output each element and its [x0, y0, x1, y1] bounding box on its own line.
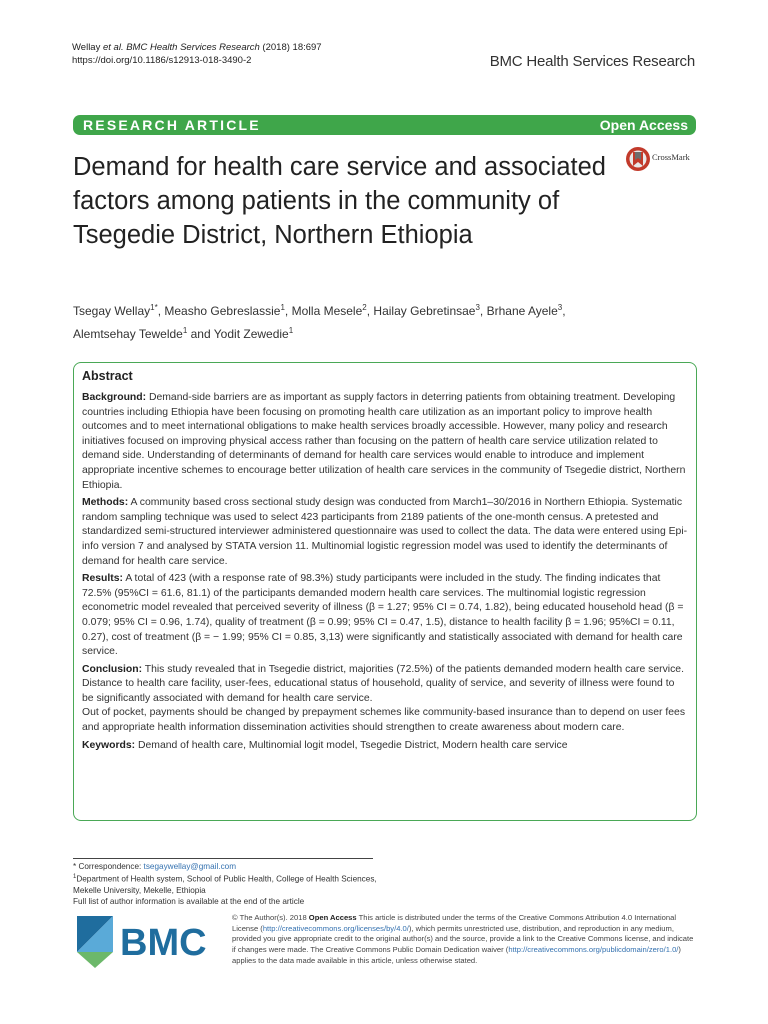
- citation-authors: Wellay: [72, 42, 103, 53]
- license-text-1: This article is distributed under the terms of the Creative Commons Attribution 4.0 International License (: [232, 913, 677, 933]
- keywords-text: Demand of health care, Multinomial logit model, Tsegedie District, Modern health care service: [135, 739, 568, 751]
- doi-link[interactable]: https://doi.org/10.1186/s12913-018-3490-2: [72, 55, 252, 66]
- results-text: A total of 423 (with a response rate of 98.3%) study participants were included in the study. The finding indicates that 72.5% (95%CI = 61.6, 81.1) of the participants demanded modern health care services. The multinomial logistic regression econometric model revealed that perceived severity of illness (β = 1.27; 95% CI = 0.74, 1.82), being educated household head (β = 0.079; 95% CI = 0.96, 1.74), quality of treatment (β = 0.99; 95% CI = 0.47, 1.5), distance to health facility β = 1.96; 95%CI = 0.11, 0.27), cost of treatment (β = − 1.99; 95% CI = 0.85, 3,13) were significantly and statistically associated with demand for health care service.: [82, 573, 684, 658]
- abstract-keywords: [82, 739, 688, 754]
- crossmark-label: CrossMark: [652, 152, 690, 162]
- author-affiliation: 1: [288, 326, 294, 335]
- abstract-conclusion: [82, 663, 688, 707]
- citation-header: [72, 41, 322, 67]
- author-name: Yodit Zewedie: [213, 327, 289, 341]
- footnote-divider: [73, 858, 373, 859]
- author-separator: ,: [479, 304, 487, 318]
- correspondence-label: * Correspondence:: [73, 862, 144, 871]
- author-separator: ,: [366, 304, 374, 318]
- article-title: Demand for health care service and associated factors among patients in the community of Tsegedie District, Northern Ethiopia: [73, 153, 606, 249]
- license-url-cc-by[interactable]: http://creativecommons.org/licenses/by/4.0/: [262, 923, 409, 933]
- author-affiliation: 2: [362, 303, 367, 312]
- footnotes: [73, 861, 393, 908]
- author-list: [73, 298, 633, 344]
- license-text-2: ), which permits unrestricted use, distribution, and reproduction in any medium, provided you give appropriate credit to the original author(s) and the source, provide a link to the Creative Commons license, and indicate if changes were made. The Creative Commons Public Domain Dedication waiver (: [232, 923, 694, 955]
- methods-text: A community based cross sectional study design was conducted from March1–30/2016 in Northern Ethiopia. Systematic random sampling technique was used to select 423 participants from 2189 patients of the one-month census. A pretested and standardized semi-structured interviewer administered questionnaire was used to collect the data. The data were entered using Epi-info version 7 and analysed by STATA version 11. Multinomial logistic regression model was used to identify the determinants of demand for health care service.: [82, 497, 688, 567]
- results-label: Results:: [82, 573, 123, 585]
- author-name: Measho Gebreslassie: [164, 304, 281, 318]
- abstract-results: [82, 572, 688, 660]
- abstract-heading: Abstract: [82, 369, 133, 383]
- author-separator: ,: [284, 304, 292, 318]
- author-affiliation: 1: [280, 303, 285, 312]
- bmc-logo-text: BMC: [120, 922, 207, 964]
- author-separator: ,: [562, 304, 566, 318]
- background-text: Demand-side barriers are as important as supply factors in deterring patients from obtaining treatment. Developing countries including Ethiopia have been focusing on promoting health care utilization as an important policy to improve health outcomes and to meet international obligations to make health services broadly accessible. However, many policy and research initiatives focused on improving physical access rather than focusing on the pattern of health care service utilization related to demand side. Understanding of determinants of demand for health care services would enable to introduce and implement appropriate incentive schemes to encourage better utilization of health care services in the community of Tsegedie district, Northern Ethiopia.: [82, 392, 686, 491]
- conclusion-label: Conclusion:: [82, 663, 143, 675]
- bmc-logo: [73, 912, 223, 972]
- correspondence-email[interactable]: tsegaywellay@gmail.com: [143, 862, 237, 871]
- keywords-label: Keywords:: [82, 739, 136, 751]
- author-separator: ,: [157, 304, 165, 318]
- license-text-3: ) applies to the data made available in this article, unless otherwise stated.: [232, 945, 681, 965]
- article-type-label: RESEARCH ARTICLE: [83, 117, 261, 133]
- license-open-access: Open Access: [308, 913, 357, 922]
- license-lead: © The Author(s). 2018: [232, 913, 309, 922]
- citation-volume: (2018) 18:697: [259, 42, 322, 53]
- author-affiliation: 1: [182, 326, 188, 335]
- author-name: Hailay Gebretinsae: [373, 304, 476, 318]
- author-separator: and: [187, 327, 214, 341]
- author-name: Brhane Ayele: [486, 304, 558, 318]
- author-affiliation: 3: [475, 303, 480, 312]
- author-affiliation: 1*: [150, 303, 158, 312]
- journal-name: BMC Health Services Research: [489, 53, 695, 70]
- license-url-cc0[interactable]: http://creativecommons.org/publicdomain/zero/1.0/: [508, 945, 679, 955]
- author-name: Tsegay Wellay: [73, 304, 151, 318]
- open-access-label: Open Access: [599, 117, 688, 133]
- abstract-background: [82, 391, 688, 493]
- citation-journal: et al. BMC Health Services Research: [102, 42, 260, 53]
- affiliation-number: 1: [73, 874, 77, 881]
- abstract-conclusion-cont: Out of pocket, payments should be changed by prepayment schemes like community-based insurance than to depend on user fees and appropriate health information dissemination activities should strengthen to create awareness about modern care.: [82, 707, 686, 734]
- author-name: Molla Mesele: [291, 304, 363, 318]
- author-info-note: Full list of author information is available at the end of the article: [73, 897, 305, 907]
- abstract-box: [73, 362, 697, 821]
- license-statement: [232, 913, 697, 967]
- affiliation-text: Department of Health system, School of Public Health, College of Health Sciences, Mekelle University, Mekelle, Ethiopia: [73, 874, 377, 896]
- methods-label: Methods:: [82, 497, 129, 509]
- abstract-methods: [82, 496, 688, 569]
- conclusion-text: This study revealed that in Tsegedie district, majorities (72.5%) of the patients demanded modern health care service. Distance to health care facility, user-fees, educational status of household, quality of service, and severity of illness were found to be significantly associated with demand for health care service.: [82, 663, 684, 704]
- author-affiliation: 3: [557, 303, 563, 312]
- background-label: Background:: [82, 392, 147, 403]
- article-type-banner: [73, 115, 696, 135]
- author-name: Alemtsehay Tewelde: [73, 327, 183, 341]
